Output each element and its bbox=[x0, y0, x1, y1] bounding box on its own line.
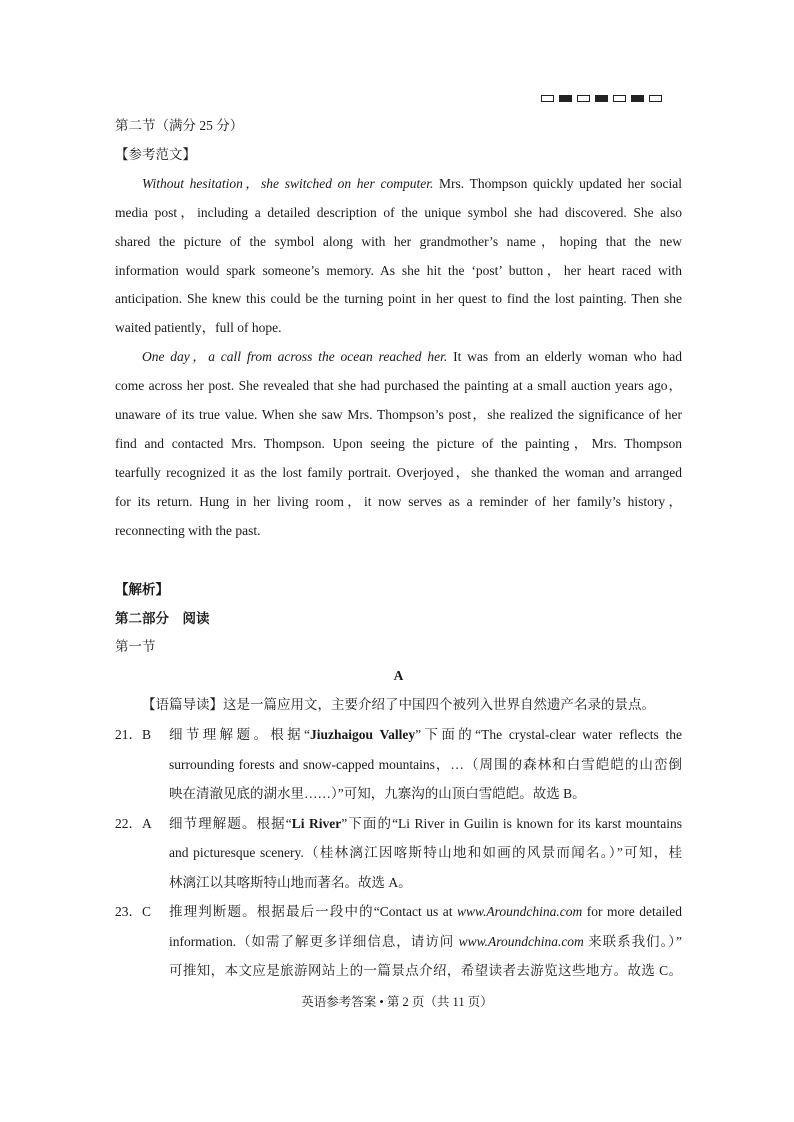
page-footer: 英语参考答案 • 第 2 页（共 11 页） bbox=[301, 995, 493, 1009]
essay-line: reconnecting with the past. bbox=[115, 522, 261, 538]
essay-line: come across her post. She revealed that she had purchased the painting at a small auction years ago， bbox=[115, 378, 682, 394]
answer-number: 23．C bbox=[115, 904, 152, 920]
essay-lead-sentence: Without hesitation，she switched on her computer. bbox=[142, 175, 434, 191]
essay-line: information would spark someone’s memory. As she hit the ‘post’ button，her heart raced with bbox=[115, 262, 682, 278]
essay-lead-sentence: One day，a call from across the ocean reached her. bbox=[142, 349, 448, 365]
header-mark-filled bbox=[595, 95, 608, 102]
analysis-label: 【解析】 bbox=[115, 581, 169, 597]
section-heading: 第一节 bbox=[115, 639, 156, 655]
essay-line: shared the picture of the symbol along with her grandmother’s name，hoping that the new bbox=[115, 233, 682, 249]
header-mark-filled bbox=[631, 95, 644, 102]
header-mark-filled bbox=[559, 95, 572, 102]
essay-paragraph-2 bbox=[115, 343, 682, 545]
essay-paragraph-1 bbox=[115, 170, 682, 343]
section-title: 第二节（满分 25 分） bbox=[115, 118, 244, 133]
header-mark-empty bbox=[541, 95, 554, 102]
part-heading: 第二部分 阅读 bbox=[115, 610, 210, 626]
header-mark-empty bbox=[649, 95, 662, 102]
answer-item-23: 23．C 推理判断题。根据最后一段中的“Contact us at www.Aroundchina.com for more detailed information.（如需了解更多详细信息，请访问 www.Aroundchina.com 来联系我们。）” 可推知，本文应是旅游网站上的一篇景点介绍，希望读者去游览这些地方。故选 C。 bbox=[115, 897, 682, 986]
essay-line: unaware of its true value. When she saw Mrs. Thompson’s post，she realized the significance of her bbox=[115, 407, 682, 423]
reference-essay-label: 【参考范文】 bbox=[115, 146, 196, 162]
answer-number: 21．B bbox=[115, 727, 152, 743]
passage-letter: A bbox=[393, 668, 404, 684]
essay-line: media post，including a detailed description of the unique symbol she had discovered. She also bbox=[115, 204, 682, 220]
page-content bbox=[115, 112, 682, 986]
essay-line: One day，a call from across the ocean reached her. It was from an elderly woman who had bbox=[142, 349, 682, 365]
passage-guide: 【语篇导读】这是一篇应用文，主要介绍了中国四个被列入世界自然遗产名录的景点。 bbox=[142, 697, 655, 713]
essay-line: tearfully recognized it as the lost family portrait. Overjoyed，she thanked the woman and arranged bbox=[115, 464, 682, 480]
answer-number: 22．A bbox=[115, 815, 152, 831]
answer-item-22: 22．A 细节理解题。根据“Li River”下面的“Li River in Guilin is known for its karst mountains and picturesque scenery.（桂林漓江因喀斯特山地和如画的风景而闻名。）”可知，桂 林漓江以其喀斯特山地而著名。故选 A。 bbox=[115, 809, 682, 898]
header-mark-empty bbox=[613, 95, 626, 102]
header-mark-empty bbox=[577, 95, 590, 102]
essay-line: find and contacted Mrs. Thompson. Upon seeing the picture of the painting，Mrs. Thompson bbox=[115, 435, 682, 451]
essay-line: waited patiently，full of hope. bbox=[115, 320, 282, 336]
essay-line: for its return. Hung in her living room，it now serves as a reminder of her family’s history， bbox=[115, 493, 682, 509]
essay-line: anticipation. She knew this could be the turning point in her quest to find the lost painting. Then she bbox=[115, 291, 682, 307]
header-marks bbox=[541, 95, 662, 102]
essay-line: Without hesitation，she switched on her computer. Mrs. Thompson quickly updated her social bbox=[142, 175, 682, 191]
answer-item-21: 21．B 细节理解题。根据“Jiuzhaigou Valley”下面的“The crystal-clear water reflects the surrounding forests and snow-capped mountains，…（周围的森林和白雪皑皑的山峦倒 映在清澈见底的湖水里……）”可知，九寨沟的山顶白雪皑皑。故选 B。 bbox=[115, 720, 682, 809]
